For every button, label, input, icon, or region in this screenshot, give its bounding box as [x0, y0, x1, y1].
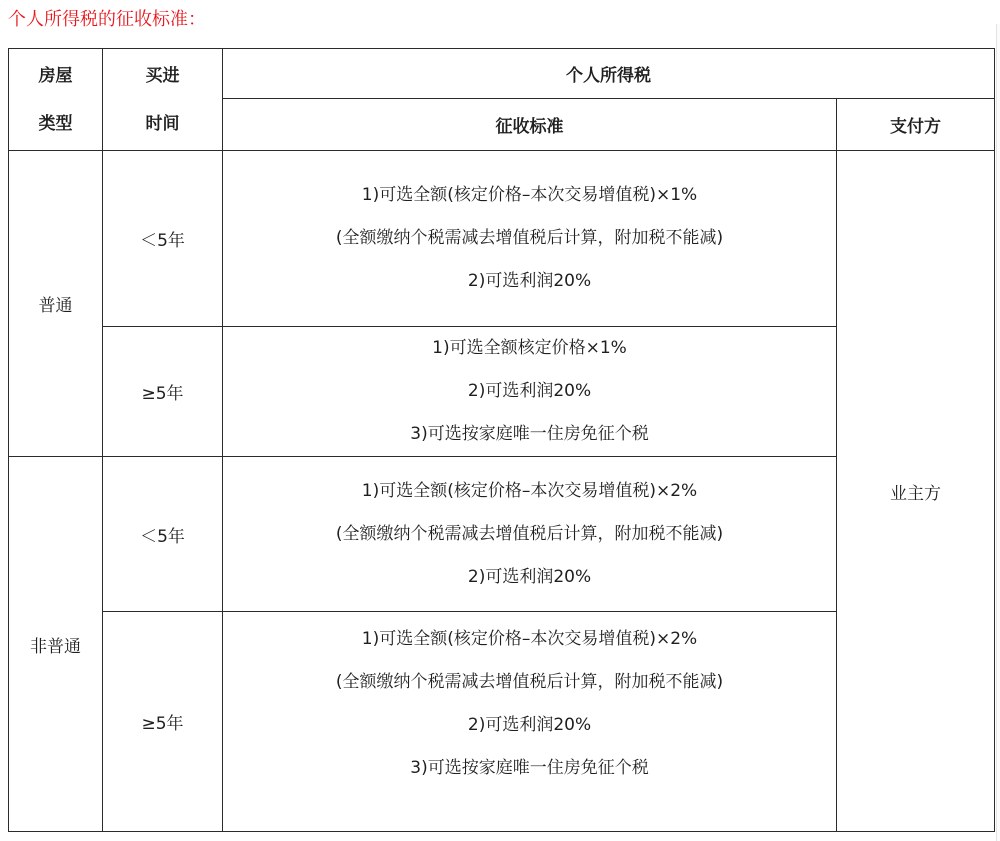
header-row-1 [9, 49, 995, 99]
standard-line: 1)可选全额核定价格×1% [432, 338, 627, 358]
standard-line: 2)可选利润20% [467, 271, 592, 291]
header-standard: 征收标准 [223, 99, 837, 151]
buy-time-cell: ≥5年 [103, 327, 223, 457]
page-title: 个人所得税的征收标准： [8, 9, 206, 30]
income-tax-table [8, 48, 995, 832]
house-type-cell: 非普通 [9, 457, 103, 832]
standard-cell [223, 151, 837, 327]
header-buy-time-line-1: 买进 [145, 65, 180, 86]
buy-time-cell: ＜5年 [103, 457, 223, 612]
buy-time-cell: ≥5年 [103, 612, 223, 832]
standard-line: 2)可选利润20% [467, 715, 592, 735]
standard-line: 1)可选全额(核定价格–本次交易增值税)×2% [361, 480, 698, 501]
standard-line: (全额缴纳个税需减去增值税后计算，附加税不能减) [335, 228, 724, 248]
standard-cell [223, 457, 837, 612]
standard-line: 3)可选按家庭唯一住房免征个税 [410, 424, 649, 444]
scrollbar-edge[interactable] [996, 24, 1000, 841]
standard-line: 2)可选利润20% [467, 381, 592, 401]
buy-time-cell: ＜5年 [103, 151, 223, 327]
standard-line: 1)可选全额(核定价格–本次交易增值税)×2% [361, 629, 698, 649]
header-house-type [9, 49, 103, 151]
standard-line: 1)可选全额(核定价格–本次交易增值税)×1% [361, 185, 698, 205]
header-payer: 支付方 [837, 99, 995, 151]
table-row [9, 151, 995, 327]
header-buy-time-line-2: 时间 [145, 113, 180, 134]
header-income-tax: 个人所得税 [223, 49, 995, 99]
standard-line: (全额缴纳个税需减去增值税后计算，附加税不能减) [335, 523, 724, 544]
payer-cell: 业主方 [837, 151, 995, 832]
standard-line: 3)可选按家庭唯一住房免征个税 [410, 758, 649, 778]
standard-line: (全额缴纳个税需减去增值税后计算，附加税不能减) [335, 672, 724, 692]
standard-cell [223, 612, 837, 832]
standard-line: 2)可选利润20% [467, 566, 592, 587]
header-house-type-line-1: 房屋 [38, 65, 73, 86]
standard-cell [223, 327, 837, 457]
header-buy-time [103, 49, 223, 151]
header-house-type-line-2: 类型 [38, 113, 73, 134]
house-type-cell: 普通 [9, 151, 103, 457]
